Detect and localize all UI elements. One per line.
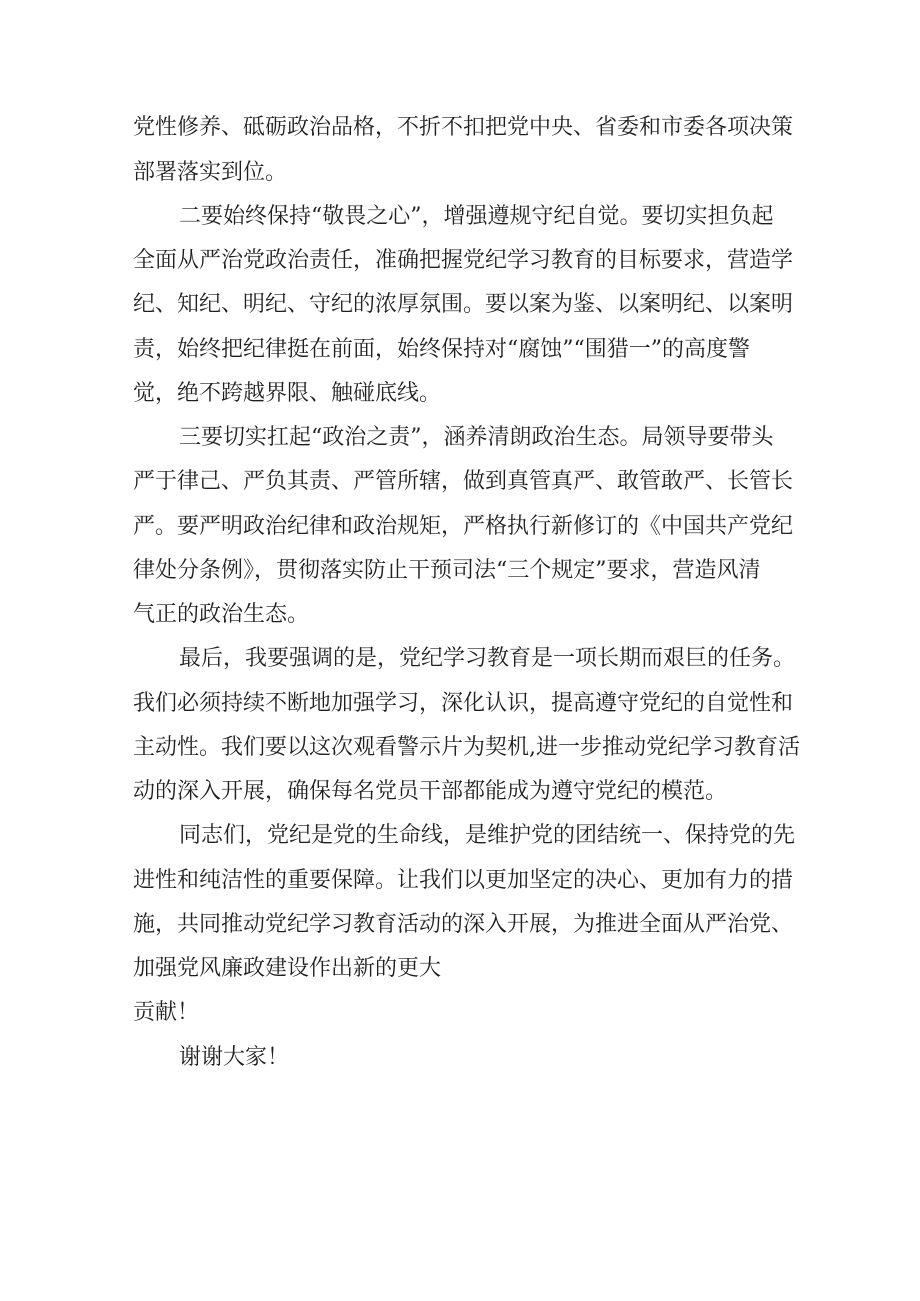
- text-line-15: 主动性。我们要以这次观看警示片为契机,进一步推动党纪学习教育活: [133, 735, 800, 760]
- text-line-21: 贡献！: [133, 1000, 200, 1025]
- text-line-19: 施，共同推动党纪学习教育活动的深入开展，为推进全面从严治党、: [133, 912, 794, 937]
- text-line-5: 纪、知纪、明纪、守纪的浓厚氛围。要以案为鉴、以案明纪、以案明: [133, 292, 794, 317]
- text-line-12: 气正的政治生态。: [133, 602, 310, 627]
- text-line-8: 三要切实扛起“政治之责”，涵养清朗政治生态。局领导要带头: [179, 425, 774, 450]
- text-line-7: 觉，绝不跨越界限、触碰底线。: [133, 381, 442, 406]
- text-line-9: 严于律己、严负其责、严管所辖，做到真管真严、敢管敢严、长管长: [133, 469, 794, 494]
- text-line-20: 加强党风廉政建设作出新的更大: [133, 956, 442, 981]
- text-line-11: 律处分条例》，贯彻落实防止干预司法“三个规定”要求，营造风清: [133, 558, 761, 583]
- text-line-10: 严。要严明政治纪律和政治规矩，严格执行新修订的《中国共产党纪: [133, 514, 794, 539]
- text-line-17: 同志们，党纪是党的生命线，是维护党的团结统一、保持党的先: [179, 823, 796, 848]
- text-line-3: 二要始终保持“敬畏之心”，增强遵规守纪自觉。要切实担负起: [179, 204, 774, 229]
- text-line-2: 部署落实到位。: [133, 160, 288, 185]
- text-line-4: 全面从严治党政治责任，准确把握党纪学习教育的目标要求，营造学: [133, 248, 794, 273]
- text-line-13: 最后，我要强调的是，党纪学习教育是一项长期而艰巨的任务。: [179, 646, 796, 671]
- text-line-14: 我们必须持续不断地加强学习，深化认识，提高遵守党纪的自觉性和: [133, 691, 794, 716]
- text-line-22: 谢谢大家！: [179, 1045, 290, 1070]
- text-line-18: 进性和纯洁性的重要保障。让我们以更加坚定的决心、更加有力的措: [133, 868, 794, 893]
- text-line-1: 党性修养、砥砺政治品格，不折不扣把党中央、省委和市委各项决策: [133, 115, 794, 140]
- text-line-16: 动的深入开展，确保每名党员干部都能成为遵守党纪的模范。: [133, 779, 728, 804]
- text-line-6: 责，始终把纪律挺在前面，始终保持对“腐蚀”“围猎一”的高度警: [133, 337, 750, 362]
